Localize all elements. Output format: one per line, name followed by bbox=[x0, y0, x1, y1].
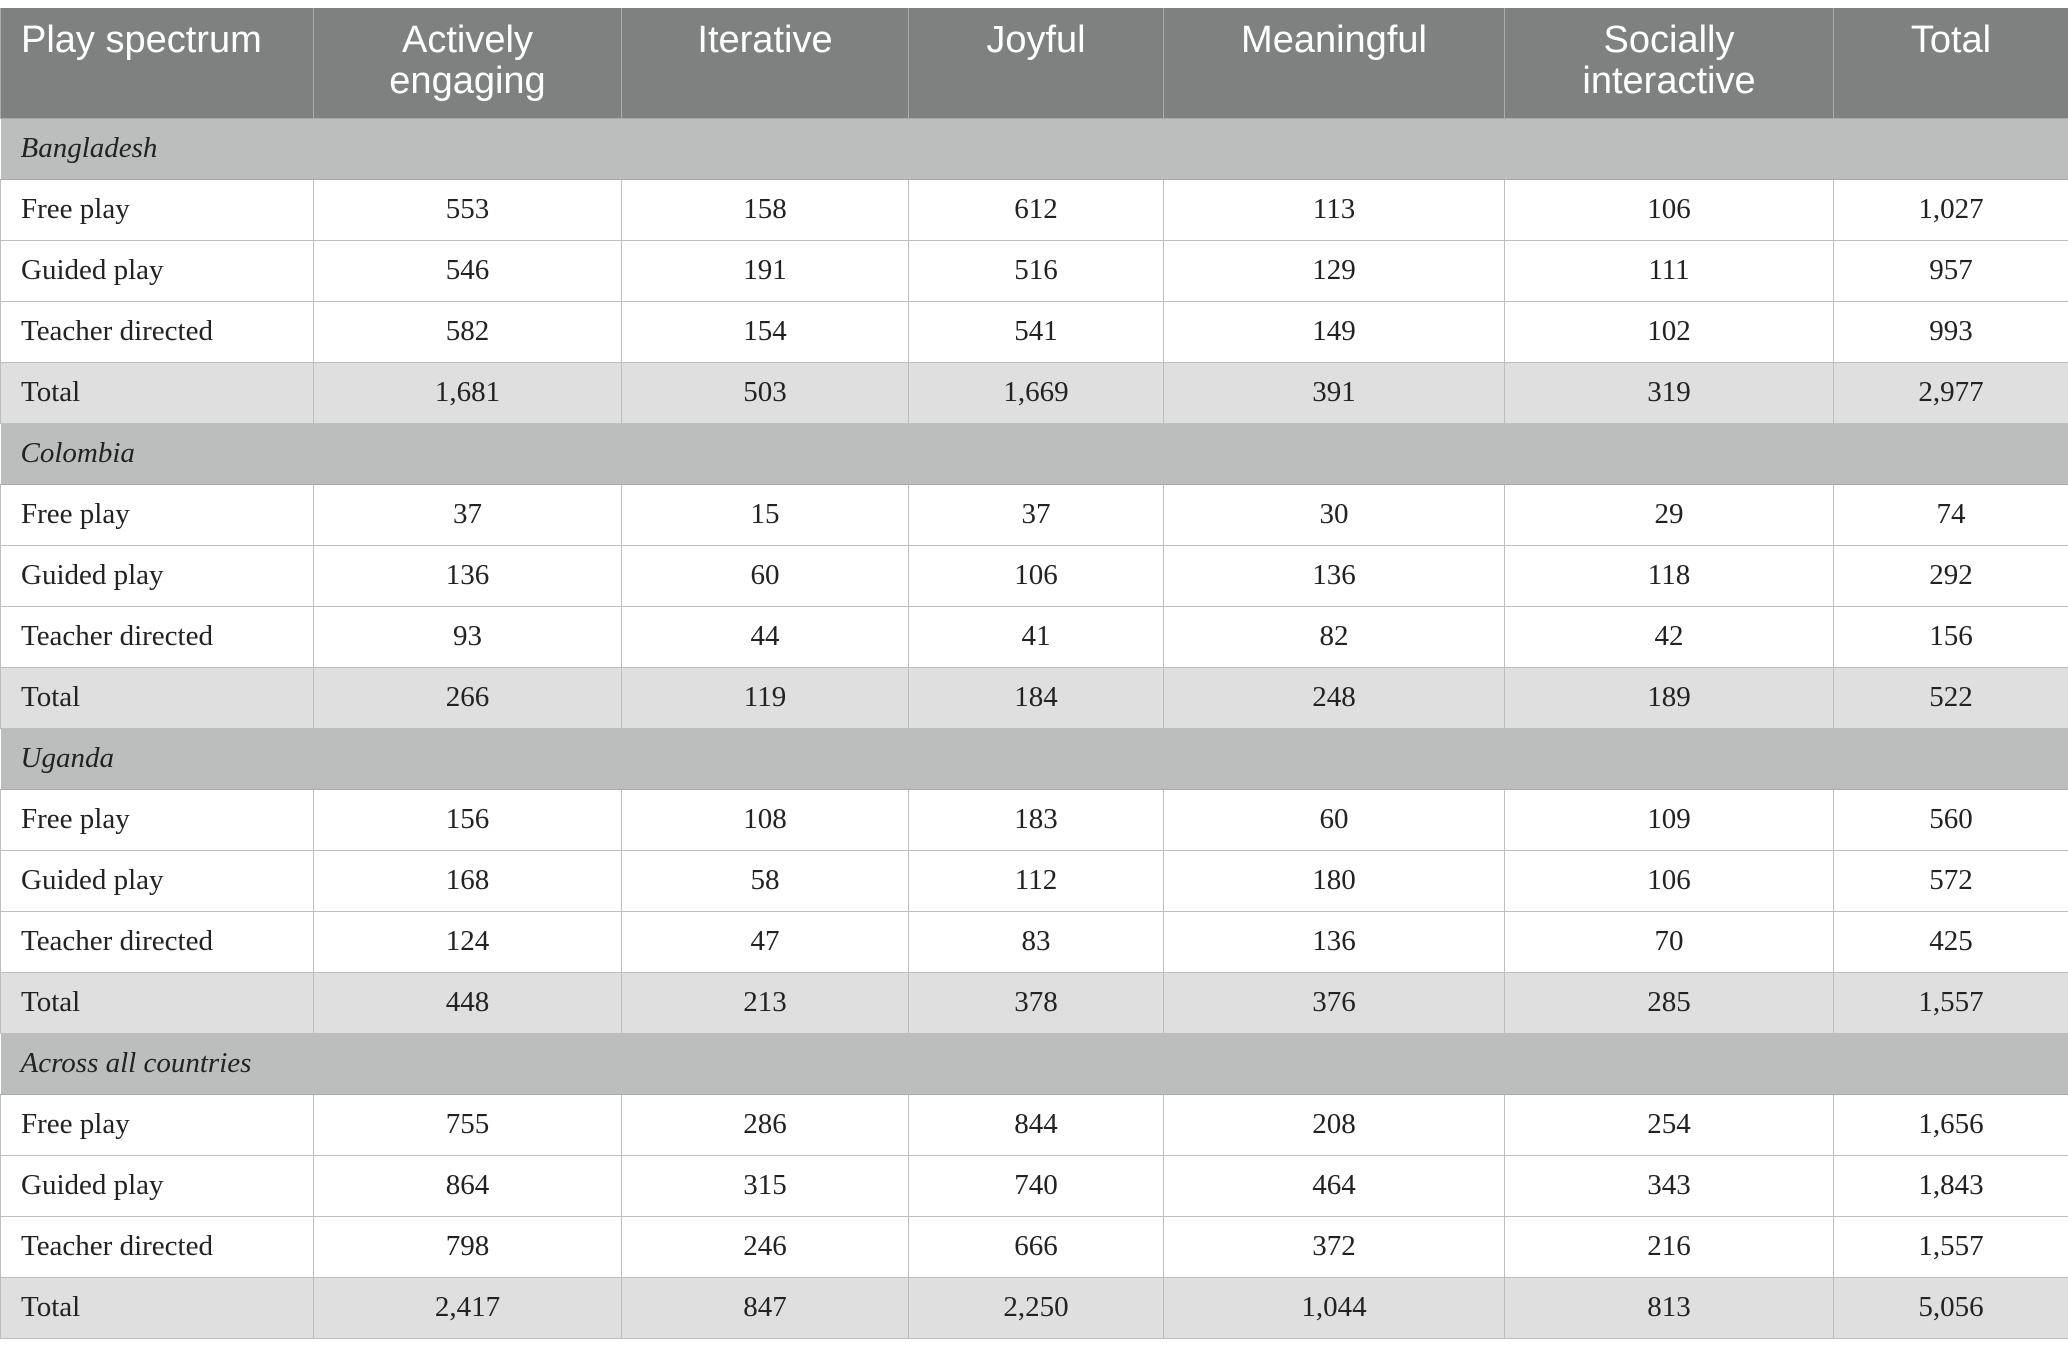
table-cell: 993 bbox=[1834, 301, 2068, 362]
group-header-row bbox=[1, 423, 2068, 484]
table-cell: 246 bbox=[622, 1216, 909, 1277]
table-row bbox=[1, 484, 2068, 545]
total-row bbox=[1, 667, 2068, 728]
table-cell: 957 bbox=[1834, 240, 2068, 301]
table-cell: 180 bbox=[1164, 850, 1505, 911]
table-cell: 154 bbox=[622, 301, 909, 362]
group-label: Colombia bbox=[1, 423, 2068, 484]
play-spectrum-table bbox=[0, 8, 2068, 1339]
table-cell: 1,843 bbox=[1834, 1155, 2068, 1216]
table-cell: 106 bbox=[1505, 179, 1834, 240]
table-cell: 111 bbox=[1505, 240, 1834, 301]
table-cell: 1,656 bbox=[1834, 1094, 2068, 1155]
group-label: Uganda bbox=[1, 728, 2068, 789]
table-cell: 93 bbox=[314, 606, 622, 667]
total-cell: 1,681 bbox=[314, 362, 622, 423]
table-cell: 102 bbox=[1505, 301, 1834, 362]
table-cell: 70 bbox=[1505, 911, 1834, 972]
table-cell: 372 bbox=[1164, 1216, 1505, 1277]
table-row bbox=[1, 1216, 2068, 1277]
total-cell: 2,250 bbox=[909, 1277, 1164, 1338]
table-cell: 106 bbox=[909, 545, 1164, 606]
row-label: Guided play bbox=[1, 240, 314, 301]
table-cell: 1,557 bbox=[1834, 1216, 2068, 1277]
table-row bbox=[1, 1155, 2068, 1216]
table-row bbox=[1, 606, 2068, 667]
table-cell: 113 bbox=[1164, 179, 1505, 240]
total-cell: 189 bbox=[1505, 667, 1834, 728]
table-cell: 864 bbox=[314, 1155, 622, 1216]
column-header-meaningful: Meaningful bbox=[1164, 8, 1505, 118]
group-label: Across all countries bbox=[1, 1033, 2068, 1094]
table-cell: 136 bbox=[1164, 911, 1505, 972]
table-cell: 47 bbox=[622, 911, 909, 972]
total-cell: 522 bbox=[1834, 667, 2068, 728]
column-header-play-spectrum: Play spectrum bbox=[1, 8, 314, 118]
table-cell: 425 bbox=[1834, 911, 2068, 972]
total-cell: 1,557 bbox=[1834, 972, 2068, 1033]
table-cell: 58 bbox=[622, 850, 909, 911]
table-cell: 464 bbox=[1164, 1155, 1505, 1216]
table-cell: 149 bbox=[1164, 301, 1505, 362]
total-cell: 248 bbox=[1164, 667, 1505, 728]
group-header-row bbox=[1, 118, 2068, 179]
total-cell: 184 bbox=[909, 667, 1164, 728]
table-cell: 30 bbox=[1164, 484, 1505, 545]
table-row bbox=[1, 911, 2068, 972]
table-cell: 156 bbox=[314, 789, 622, 850]
row-label: Teacher directed bbox=[1, 1216, 314, 1277]
total-cell: 266 bbox=[314, 667, 622, 728]
table-cell: 208 bbox=[1164, 1094, 1505, 1155]
total-cell: 119 bbox=[622, 667, 909, 728]
total-cell: 813 bbox=[1505, 1277, 1834, 1338]
total-cell: 847 bbox=[622, 1277, 909, 1338]
row-label: Guided play bbox=[1, 545, 314, 606]
table-cell: 136 bbox=[314, 545, 622, 606]
table-body bbox=[1, 118, 2068, 1338]
group-label: Bangladesh bbox=[1, 118, 2068, 179]
table-row bbox=[1, 240, 2068, 301]
table-cell: 612 bbox=[909, 179, 1164, 240]
table-cell: 60 bbox=[1164, 789, 1505, 850]
total-cell: 378 bbox=[909, 972, 1164, 1033]
row-label: Free play bbox=[1, 789, 314, 850]
total-row bbox=[1, 362, 2068, 423]
table-cell: 755 bbox=[314, 1094, 622, 1155]
table-cell: 108 bbox=[622, 789, 909, 850]
table-cell: 82 bbox=[1164, 606, 1505, 667]
row-label: Free play bbox=[1, 484, 314, 545]
table-cell: 572 bbox=[1834, 850, 2068, 911]
total-cell: 391 bbox=[1164, 362, 1505, 423]
group-header-row bbox=[1, 1033, 2068, 1094]
table-cell: 844 bbox=[909, 1094, 1164, 1155]
table-cell: 183 bbox=[909, 789, 1164, 850]
table-cell: 29 bbox=[1505, 484, 1834, 545]
header-row bbox=[1, 8, 2068, 118]
table-cell: 798 bbox=[314, 1216, 622, 1277]
table-cell: 553 bbox=[314, 179, 622, 240]
row-label: Guided play bbox=[1, 1155, 314, 1216]
table-row bbox=[1, 789, 2068, 850]
table-cell: 1,027 bbox=[1834, 179, 2068, 240]
column-header-total: Total bbox=[1834, 8, 2068, 118]
total-label: Total bbox=[1, 1277, 314, 1338]
table-cell: 37 bbox=[909, 484, 1164, 545]
column-header-socially-interactive: Socially interactive bbox=[1505, 8, 1834, 118]
table-cell: 129 bbox=[1164, 240, 1505, 301]
table-cell: 740 bbox=[909, 1155, 1164, 1216]
total-cell: 319 bbox=[1505, 362, 1834, 423]
table-cell: 106 bbox=[1505, 850, 1834, 911]
table-cell: 74 bbox=[1834, 484, 2068, 545]
total-label: Total bbox=[1, 972, 314, 1033]
table-cell: 666 bbox=[909, 1216, 1164, 1277]
total-cell: 2,417 bbox=[314, 1277, 622, 1338]
total-cell: 1,044 bbox=[1164, 1277, 1505, 1338]
table-cell: 541 bbox=[909, 301, 1164, 362]
table-cell: 286 bbox=[622, 1094, 909, 1155]
table-cell: 191 bbox=[622, 240, 909, 301]
column-header-actively-engaging: Actively engaging bbox=[314, 8, 622, 118]
total-label: Total bbox=[1, 362, 314, 423]
table-cell: 560 bbox=[1834, 789, 2068, 850]
total-cell: 5,056 bbox=[1834, 1277, 2068, 1338]
table-cell: 118 bbox=[1505, 545, 1834, 606]
table-cell: 546 bbox=[314, 240, 622, 301]
table-cell: 60 bbox=[622, 545, 909, 606]
table-cell: 216 bbox=[1505, 1216, 1834, 1277]
table-row bbox=[1, 179, 2068, 240]
table-cell: 42 bbox=[1505, 606, 1834, 667]
table-cell: 136 bbox=[1164, 545, 1505, 606]
table-cell: 292 bbox=[1834, 545, 2068, 606]
table-cell: 315 bbox=[622, 1155, 909, 1216]
table-cell: 156 bbox=[1834, 606, 2068, 667]
row-label: Teacher directed bbox=[1, 911, 314, 972]
table-cell: 168 bbox=[314, 850, 622, 911]
table-cell: 83 bbox=[909, 911, 1164, 972]
row-label: Teacher directed bbox=[1, 606, 314, 667]
table-row bbox=[1, 1094, 2068, 1155]
column-header-iterative: Iterative bbox=[622, 8, 909, 118]
table-cell: 109 bbox=[1505, 789, 1834, 850]
table-cell: 516 bbox=[909, 240, 1164, 301]
total-cell: 376 bbox=[1164, 972, 1505, 1033]
row-label: Free play bbox=[1, 1094, 314, 1155]
group-header-row bbox=[1, 728, 2068, 789]
table-cell: 44 bbox=[622, 606, 909, 667]
table-cell: 112 bbox=[909, 850, 1164, 911]
row-label: Guided play bbox=[1, 850, 314, 911]
table-row bbox=[1, 850, 2068, 911]
total-cell: 503 bbox=[622, 362, 909, 423]
table-row bbox=[1, 545, 2068, 606]
table-cell: 124 bbox=[314, 911, 622, 972]
table-cell: 15 bbox=[622, 484, 909, 545]
total-row bbox=[1, 1277, 2068, 1338]
table-cell: 41 bbox=[909, 606, 1164, 667]
row-label: Free play bbox=[1, 179, 314, 240]
total-cell: 285 bbox=[1505, 972, 1834, 1033]
total-label: Total bbox=[1, 667, 314, 728]
table-cell: 37 bbox=[314, 484, 622, 545]
table-cell: 343 bbox=[1505, 1155, 1834, 1216]
total-row bbox=[1, 972, 2068, 1033]
total-cell: 213 bbox=[622, 972, 909, 1033]
total-cell: 448 bbox=[314, 972, 622, 1033]
column-header-joyful: Joyful bbox=[909, 8, 1164, 118]
total-cell: 1,669 bbox=[909, 362, 1164, 423]
total-cell: 2,977 bbox=[1834, 362, 2068, 423]
table-cell: 158 bbox=[622, 179, 909, 240]
table-cell: 582 bbox=[314, 301, 622, 362]
row-label: Teacher directed bbox=[1, 301, 314, 362]
table-cell: 254 bbox=[1505, 1094, 1834, 1155]
table-row bbox=[1, 301, 2068, 362]
